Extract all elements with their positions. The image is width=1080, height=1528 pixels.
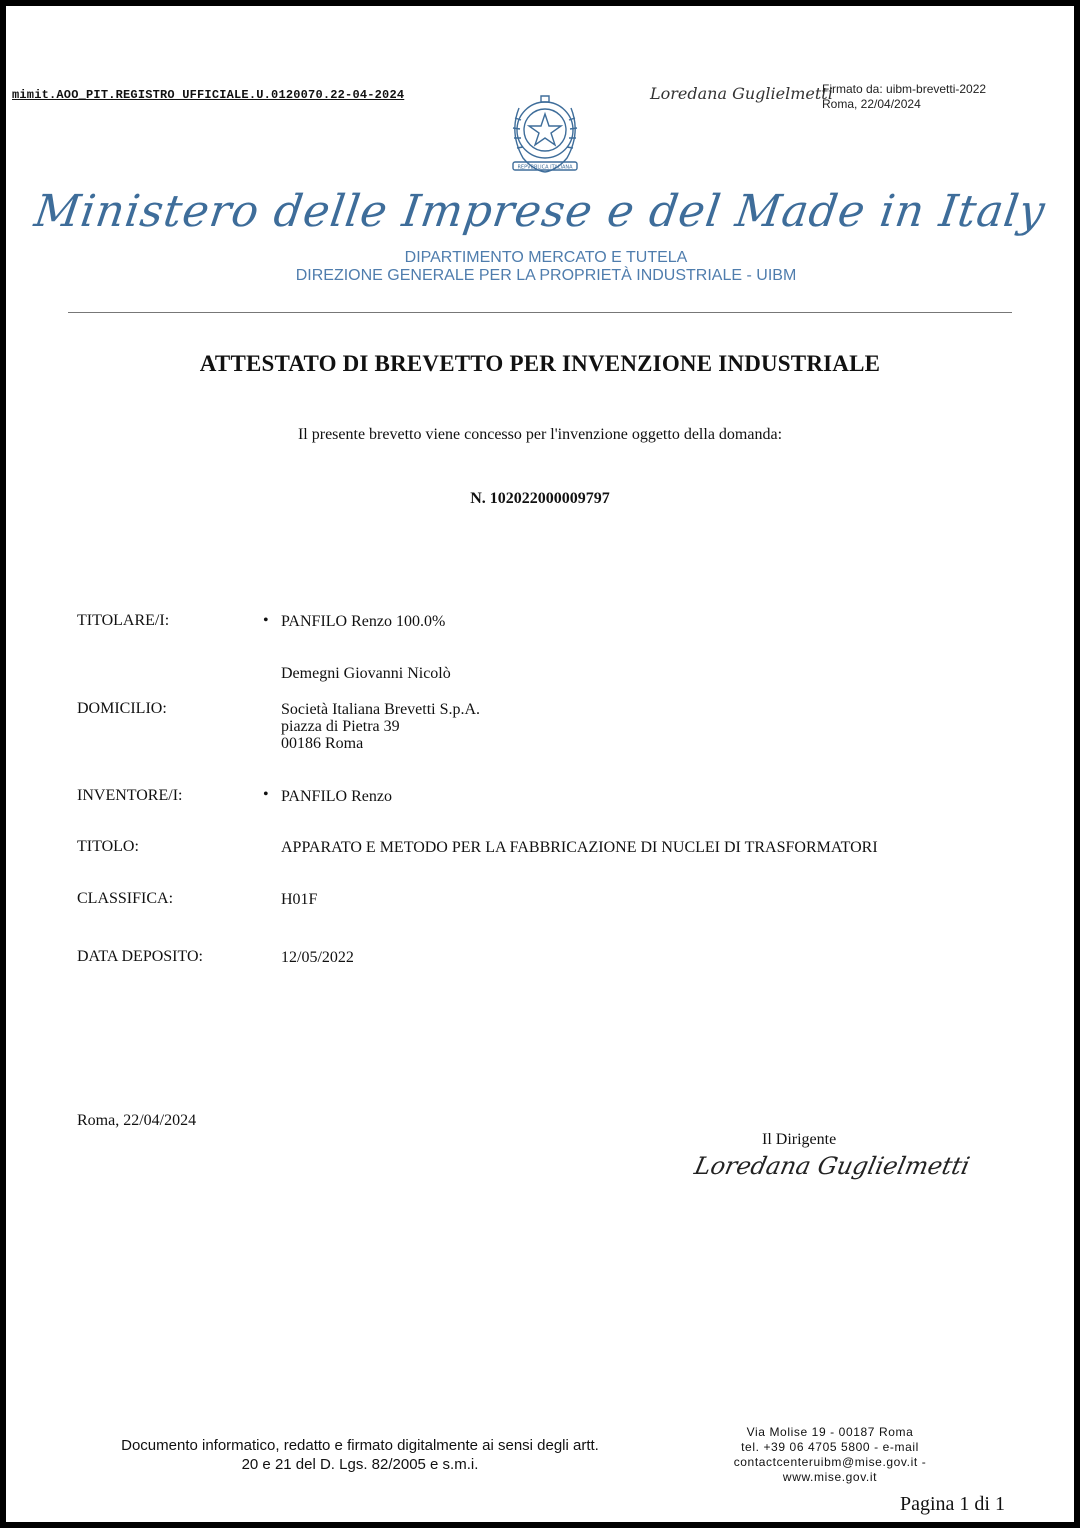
bullet-icon: • bbox=[263, 612, 269, 629]
legal-note-line1: Documento informatico, redatto e firmato digitalmente ai sensi degli artt. bbox=[121, 1437, 599, 1454]
signed-by: Firmato da: uibm-brevetti-2022 bbox=[822, 82, 987, 96]
document-intro: Il presente brevetto viene concesso per l'invenzione oggetto della domanda: bbox=[297, 426, 783, 443]
patent-number: N. 102022000009797 bbox=[470, 490, 610, 507]
holders-label: TITOLARE/I: bbox=[77, 612, 170, 629]
domicile-attorney: Demegni Giovanni Nicolò bbox=[281, 665, 451, 682]
department-name: DIPARTIMENTO MERCATO E TUTELA bbox=[404, 249, 688, 266]
holders-value: PANFILO Renzo 100.0% bbox=[281, 613, 446, 630]
filing-date-value: 12/05/2022 bbox=[281, 949, 354, 966]
contact-address: Via Molise 19 - 00187 Roma bbox=[746, 1425, 914, 1439]
domicile-city: 00186 Roma bbox=[281, 735, 364, 752]
legal-note-line2: 20 e 21 del D. Lgs. 82/2005 e s.m.i. bbox=[241, 1456, 479, 1473]
title-value: APPARATO E METODO PER LA FABBRICAZIONE DI NUCLEI DI TRASFORMATORI bbox=[281, 839, 878, 856]
domicile-address bbox=[281, 701, 480, 752]
direction-name: DIREZIONE GENERALE PER LA PROPRIETÀ INDUSTRIALE - UIBM bbox=[295, 267, 797, 284]
digital-signature-info bbox=[822, 82, 986, 112]
handwritten-signature: Loredana Guglielmetti bbox=[692, 1152, 973, 1180]
header-divider bbox=[68, 312, 1012, 313]
department-block bbox=[0, 249, 1080, 285]
ministry-name: Ministero delle Imprese e del Made in Italy bbox=[31, 186, 1049, 237]
class-label: CLASSIFICA: bbox=[77, 890, 174, 907]
page-number: Pagina 1 di 1 bbox=[900, 1493, 1005, 1515]
contact-phone: tel. +39 06 4705 5800 - e-mail bbox=[741, 1440, 919, 1454]
signed-place-date: Roma, 22/04/2024 bbox=[822, 97, 921, 111]
inventors-label: INVENTORE/I: bbox=[77, 787, 183, 804]
document-title: ATTESTATO DI BREVETTO PER INVENZIONE INDUSTRIALE bbox=[199, 351, 881, 376]
domicile-label: DOMICILIO: bbox=[77, 700, 167, 717]
header-signature: Loredana Guglielmetti bbox=[650, 84, 833, 103]
filing-date-label: DATA DEPOSITO: bbox=[77, 948, 203, 965]
protocol-number: mimit.AOO_PIT.REGISTRO UFFICIALE.U.0120070.22-04-2024 bbox=[12, 88, 405, 102]
legal-note bbox=[40, 1436, 680, 1474]
inventors-value: PANFILO Renzo bbox=[281, 788, 392, 805]
class-value: H01F bbox=[281, 891, 318, 908]
contact-website: www.mise.gov.it bbox=[782, 1470, 878, 1484]
svg-text:REPVBBLICA ITALIANA: REPVBBLICA ITALIANA bbox=[517, 164, 573, 171]
domicile-company: Società Italiana Brevetti S.p.A. bbox=[281, 701, 481, 718]
contact-info bbox=[700, 1425, 960, 1485]
bullet-icon: • bbox=[263, 786, 269, 803]
signatory-role: Il Dirigente bbox=[762, 1131, 837, 1148]
domicile-street: piazza di Pietra 39 bbox=[281, 718, 400, 735]
title-label: TITOLO: bbox=[77, 838, 139, 855]
closing-place-date: Roma, 22/04/2024 bbox=[77, 1112, 197, 1129]
contact-email: contactcenteruibm@mise.gov.it - bbox=[733, 1455, 927, 1469]
italian-republic-emblem-icon bbox=[503, 88, 587, 180]
